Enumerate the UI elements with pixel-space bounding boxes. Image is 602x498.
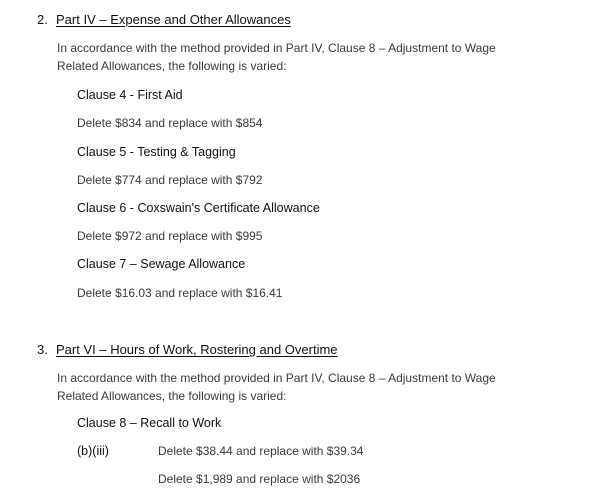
section-intro-line-1: In accordance with the method provided in Part IV, Clause 8 – Adjustment to Wage: [57, 41, 496, 55]
clause-title: Clause 6 - Coxswain's Certificate Allowance: [77, 201, 320, 215]
clause-title: Clause 7 – Sewage Allowance: [77, 257, 246, 271]
clause-text: Delete $16.03 and replace with $16.41: [77, 286, 283, 300]
clause-text: Delete $774 and replace with $792: [77, 173, 263, 187]
clause-text: Delete $834 and replace with $854: [77, 116, 263, 130]
clause-title: Clause 4 - First Aid: [77, 88, 183, 102]
clause-title: Clause 5 - Testing & Tagging: [77, 145, 236, 159]
section-number: 3.: [37, 342, 48, 357]
clause-text: Delete $972 and replace with $995: [77, 229, 263, 243]
section-intro-line-2: Related Allowances, the following is varied:: [57, 389, 287, 403]
section-intro-line-2: Related Allowances, the following is varied:: [57, 59, 287, 73]
clause-text: Delete $1,989 and replace with $2036: [158, 472, 361, 486]
section-heading: Part IV – Expense and Other Allowances: [56, 12, 291, 27]
clause-title: Clause 8 – Recall to Work: [77, 416, 222, 430]
section-intro-line-1: In accordance with the method provided in Part IV, Clause 8 – Adjustment to Wage: [57, 371, 496, 385]
section-heading: Part VI – Hours of Work, Rostering and Overtime: [56, 342, 338, 357]
sub-clause-label: (b)(iii): [77, 444, 109, 458]
clause-text: Delete $38.44 and replace with $39.34: [158, 444, 364, 458]
section-number: 2.: [37, 12, 48, 27]
